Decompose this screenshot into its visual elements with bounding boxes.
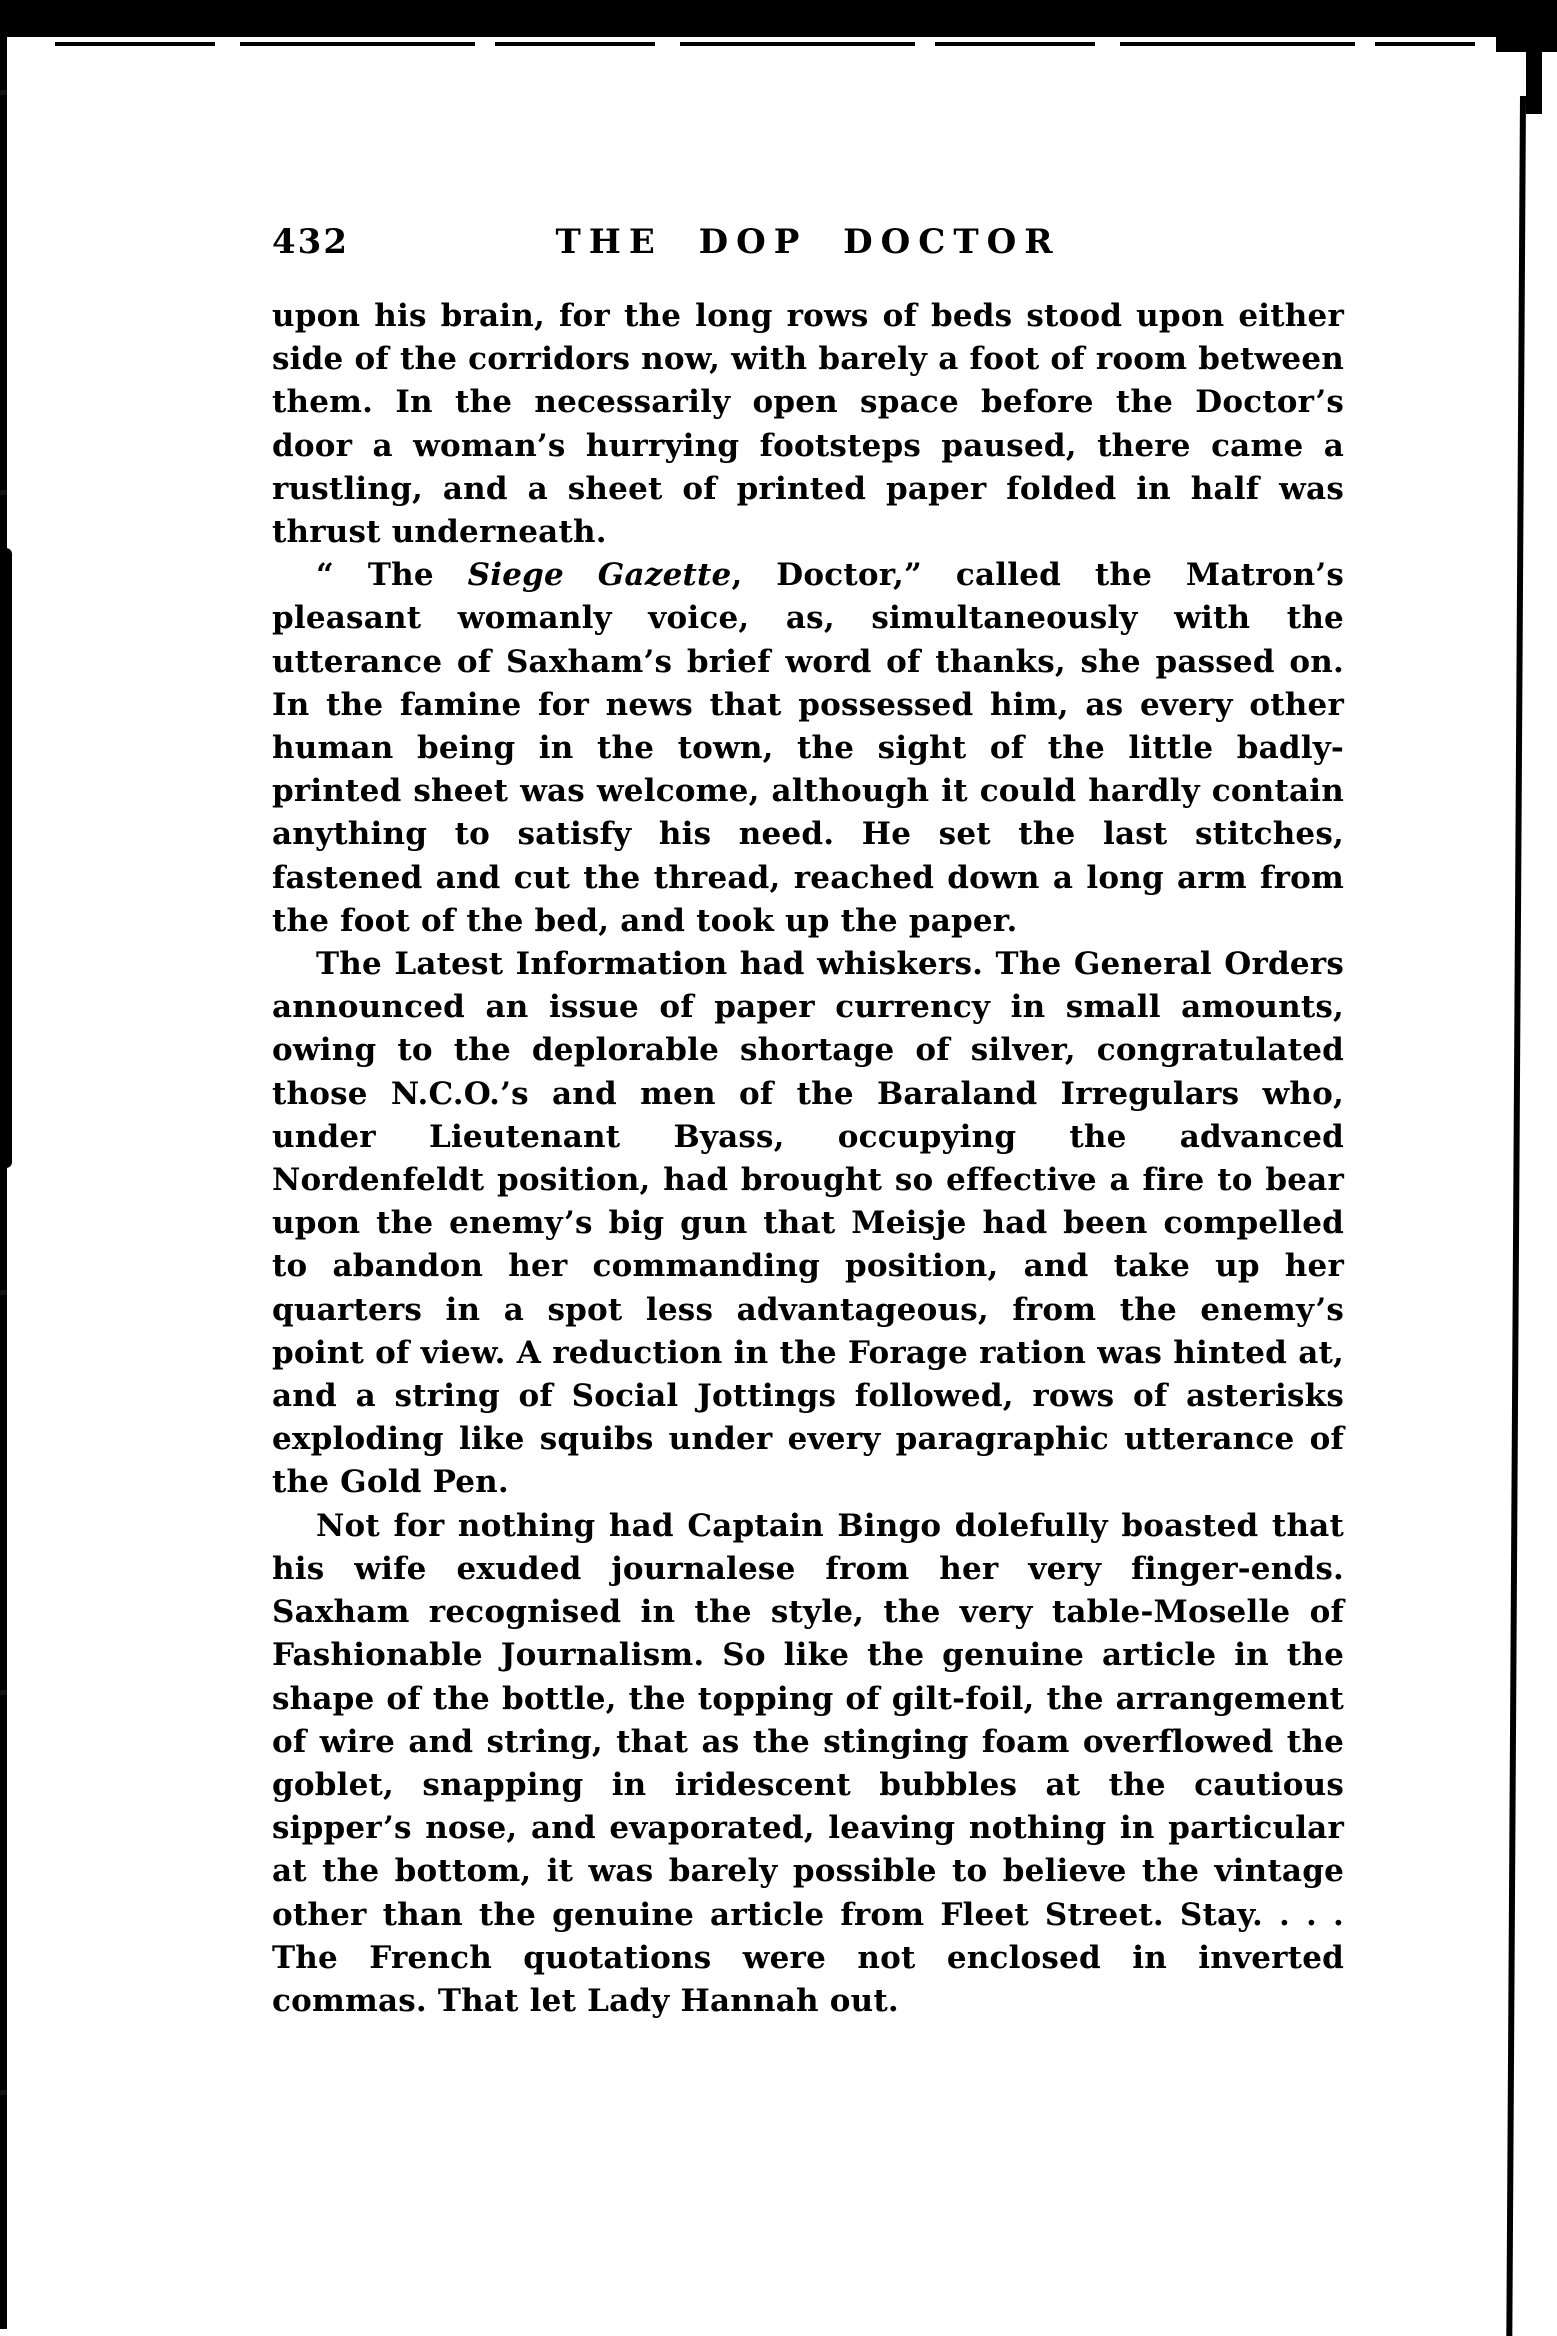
- page-number: 432: [272, 222, 349, 262]
- paragraph-2: [272, 554, 1344, 943]
- scan-edge-right: [1506, 96, 1526, 2336]
- scan-edge-top: [0, 0, 1557, 37]
- paragraph-3: [272, 943, 1344, 1505]
- paragraph-3-text: The Latest Information had whiskers. The General Orders announced an issue of paper currency in small amounts, owing to the deplorable shortage of silver, congratulated those N.C.O.’s and men of the Baraland Irregulars who, under Lieutenant Byass, occupying the advanced Nordenfeldt position, had brought so effective a fire to bear upon the enemy’s big gun that Meisje had been compelled to abandon her commanding position, and take up her quarters in a spot less advantageous, from the enemy’s point of view. A reduction in the Forage ration was hinted at, and a string of Social Jottings followed, rows of asterisks exploding like squibs under every paragraphic utterance of the Gold Pen.: [272, 946, 1344, 1501]
- paragraph-1: [272, 295, 1344, 554]
- scan-artifact-top-right-drip: [1526, 48, 1542, 114]
- italic-title-siege-gazette: Siege Gazette: [467, 557, 732, 594]
- scan-edge-left-smudge: [0, 548, 12, 1168]
- page-header: [272, 222, 1344, 262]
- running-title: THE DOP DOCTOR: [555, 222, 1061, 262]
- paragraph-4-text: Not for nothing had Captain Bingo dolefully boasted that his wife exuded journalese from her very finger-ends. Saxham recognised in the style, the very table-Moselle of Fashionable Journalism. So like the genuine article in the shape of the bottle, the topping of gilt-foil, the arrangement of wire and string, that as the stinging foam overflowed the goblet, snapping in iridescent bubbles at the cautious sipper’s nose, and evaporated, leaving nothing in particular at the bottom, it was barely possible to believe the vintage other than the genuine article from Fleet Street. Stay. . . . The French quotations were not enclosed in inverted commas. That let Lady Hannah out.: [272, 1507, 1344, 2019]
- paragraph-4: [272, 1505, 1344, 2023]
- scan-edge-left-fade: [2, 2180, 6, 2329]
- text-block: [272, 222, 1344, 2023]
- scan-streak-top: [55, 42, 1475, 46]
- paragraph-2-text-pre: “ The: [316, 557, 468, 594]
- paragraph-2-text-post: , Doctor,” called the Matron’s pleasant womanly voice, as, simultaneously with the utterance of Saxham’s brief word of thanks, she passed on. In the famine for news that possessed him, as every other human being in the town, the sight of the little badly-printed sheet was welcome, although it could hardly contain anything to satisfy his need. He set the last stitches, fastened and cut the thread, reached down a long arm from the foot of the bed, and took up the paper.: [272, 557, 1344, 939]
- paragraph-1-text: upon his brain, for the long rows of beds stood upon either side of the corridors now, with barely a foot of room between them. In the necessarily open space before the Doctor’s door a woman’s hurrying footsteps paused, there came a rustling, and a sheet of printed paper folded in half was thrust underneath.: [272, 298, 1344, 551]
